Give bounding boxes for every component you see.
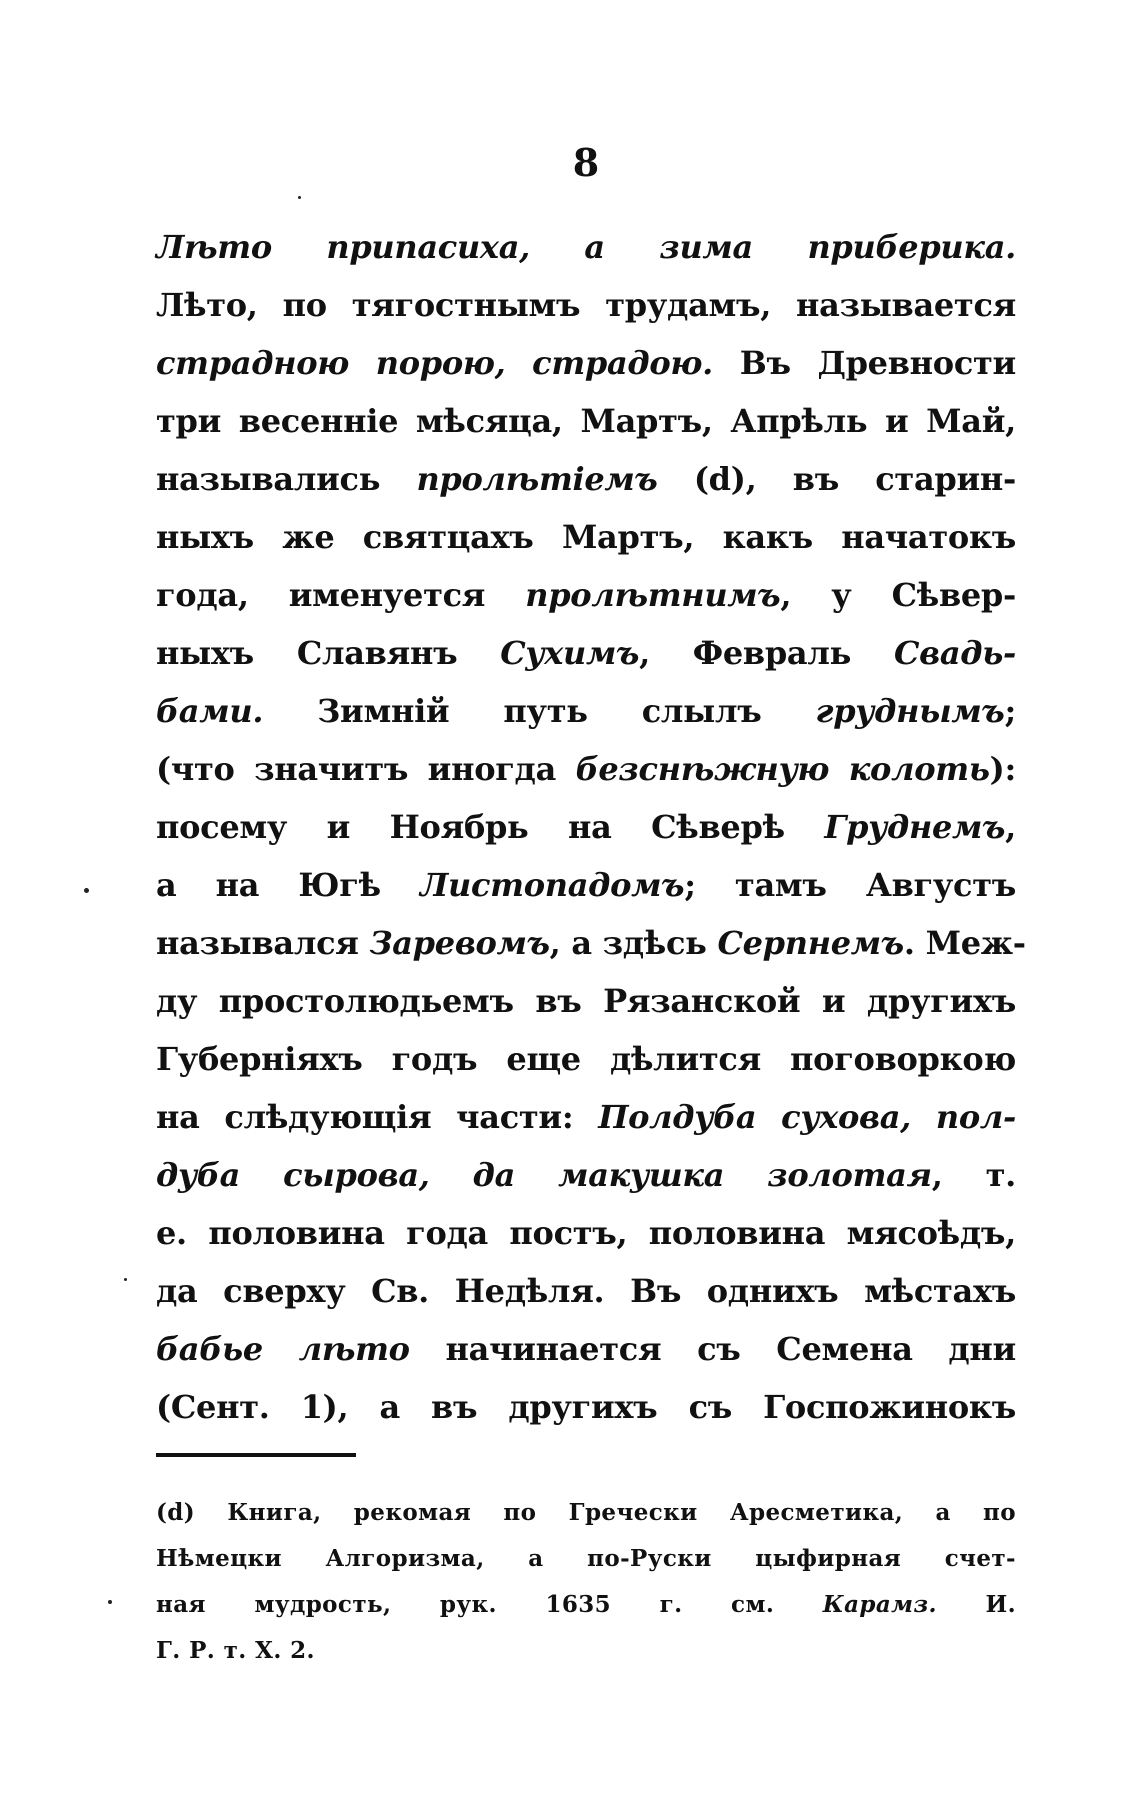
text-line (156, 798, 1016, 856)
italic-text-segment: Груднемъ (824, 808, 1006, 846)
footnote-separator-rule (156, 1453, 356, 1457)
text-line (156, 218, 1016, 276)
italic-text-segment: страдною порою, страдою. (156, 344, 714, 382)
text-segment: начинается съ Семена дни (409, 1330, 1016, 1368)
footnote-line (156, 1490, 1016, 1536)
text-segment: Зимній путь слылъ (263, 692, 816, 730)
scan-speck (298, 196, 301, 199)
text-line (156, 1030, 1016, 1088)
text-segment: , т. (931, 1156, 1017, 1194)
text-segment: ): (989, 750, 1016, 788)
text-segment: , (1005, 808, 1016, 846)
text-segment: назывался (156, 924, 370, 962)
text-line (156, 624, 1016, 682)
italic-text-segment: Полдуба сухова, пол- (598, 1098, 1016, 1136)
text-line (156, 508, 1016, 566)
text-segment: ныхъ Славянъ (156, 634, 501, 672)
text-segment: (Сент. 1), а въ другихъ съ Госпожинокъ (156, 1388, 1016, 1426)
italic-text-segment: безснѣжную колоть (575, 750, 990, 788)
text-segment: (d) Книга, рекомая по Гречески Аресметика, а по (156, 1499, 1016, 1526)
text-line (156, 1204, 1016, 1262)
footnote-line (156, 1582, 1016, 1628)
text-line (156, 392, 1016, 450)
italic-text-segment: дуба сырова, да макушка золотая (156, 1156, 932, 1194)
text-line (156, 972, 1016, 1030)
text-segment: , Февраль (639, 634, 894, 672)
footnote-block (156, 1490, 1016, 1674)
footnote-line (156, 1536, 1016, 1582)
text-segment: на слѣдующія части: (156, 1098, 599, 1136)
text-segment: Лѣто, по тягостнымъ трудамъ, называется (156, 286, 1016, 324)
text-line (156, 1320, 1016, 1378)
text-segment: три весенніе мѣсяца, Мартъ, Апрѣль и Май, (156, 402, 1016, 440)
text-line (156, 856, 1016, 914)
italic-text-segment: груднымъ (815, 692, 1005, 730)
italic-text-segment: Листопадомъ (419, 866, 685, 904)
text-line (156, 740, 1016, 798)
text-line (156, 1262, 1016, 1320)
text-segment: посему и Ноябрь на Сѣверѣ (156, 808, 825, 846)
italic-text-segment: Лѣто припасиха, а зима приберика. (156, 228, 1016, 266)
italic-text-segment: пролѣтнимъ (525, 576, 781, 614)
italic-text-segment: Сухимъ (500, 634, 640, 672)
text-line (156, 276, 1016, 334)
text-line (156, 334, 1016, 392)
text-segment: ныхъ же святцахъ Мартъ, какъ начатокъ (156, 518, 1016, 556)
scan-speck (84, 888, 89, 893)
text-segment: Г. Р. т. X. 2. (156, 1637, 315, 1664)
italic-text-segment: Карамз. (822, 1591, 937, 1618)
text-segment: года, именуется (156, 576, 526, 614)
text-line (156, 682, 1016, 740)
text-segment: ду простолюдьемъ въ Рязанской и другихъ (156, 982, 1016, 1020)
text-line (156, 1146, 1016, 1204)
italic-text-segment: бами. (156, 692, 264, 730)
main-text-body (156, 218, 1026, 1436)
text-line (156, 1088, 1016, 1146)
text-segment: ; (1004, 692, 1016, 730)
text-line (156, 1378, 1016, 1436)
scan-speck (124, 1278, 127, 1281)
text-segment: (d), въ старин- (657, 460, 1017, 498)
text-segment: е. половина года постъ, половина мясоѣдъ, (156, 1214, 1016, 1252)
italic-text-segment: бабье лѣто (156, 1330, 410, 1368)
italic-text-segment: пролѣтіемъ (416, 460, 658, 498)
text-line (156, 450, 1016, 508)
text-segment: . Меж- (903, 924, 1026, 962)
page-number: 8 (572, 140, 600, 185)
italic-text-segment: Свадь- (893, 634, 1016, 672)
italic-text-segment: Заревомъ (369, 924, 550, 962)
text-line (156, 566, 1016, 624)
text-segment: ная мудрость, рук. 1635 г. см. (156, 1591, 823, 1618)
text-segment: а на Югѣ (156, 866, 420, 904)
text-segment: (что значитъ иногда (156, 750, 576, 788)
text-segment: назывались (156, 460, 417, 498)
text-segment: ; тамъ Августъ (684, 866, 1016, 904)
text-segment: , у Сѣвер- (780, 576, 1016, 614)
scan-speck (108, 1600, 112, 1604)
text-segment: Губерніяхъ годъ еще дѣлится поговоркою (156, 1040, 1016, 1078)
text-segment: , а здѣсь (549, 924, 718, 962)
footnote-line (156, 1628, 1016, 1674)
text-segment: да сверху Св. Недѣля. Въ однихъ мѣстахъ (156, 1272, 1016, 1310)
text-line (156, 914, 1026, 972)
italic-text-segment: Серпнемъ (717, 924, 904, 962)
text-segment: Въ Древности (713, 344, 1016, 382)
text-segment: И. (936, 1591, 1017, 1618)
text-segment: Нѣмецки Алгоризма, а по-Руски цыфирная счет- (156, 1545, 1016, 1572)
